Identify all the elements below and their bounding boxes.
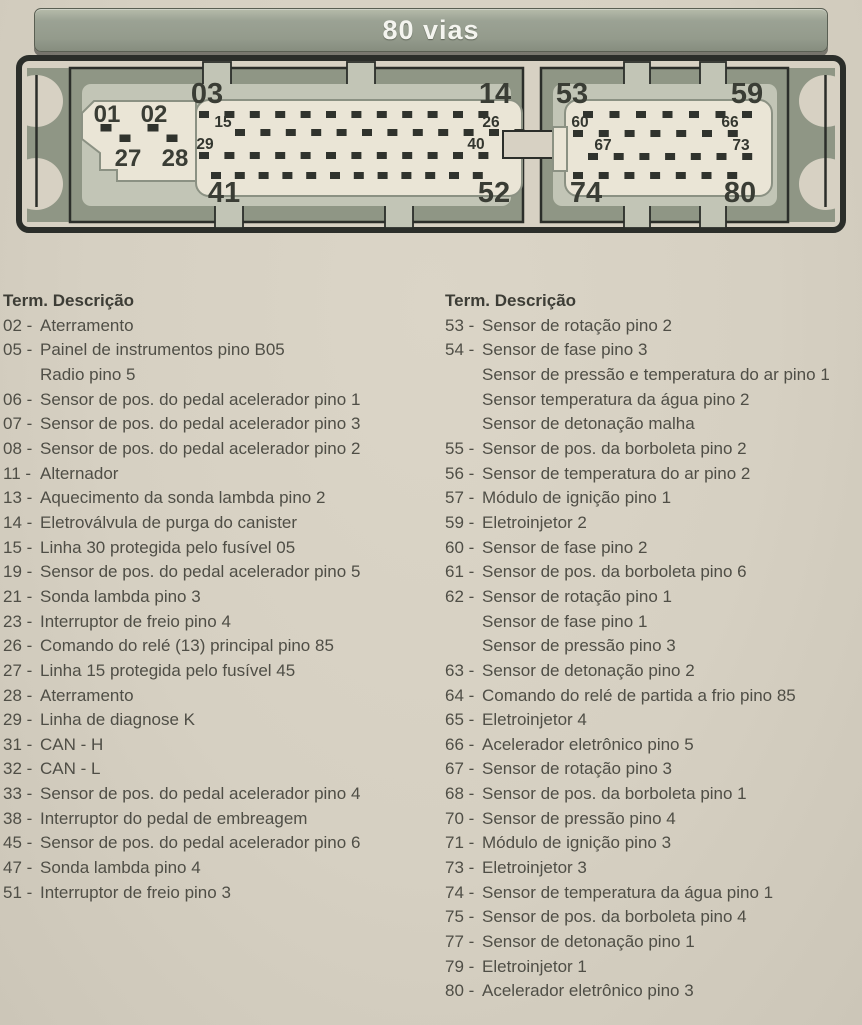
pin — [413, 129, 423, 136]
term-row — [3, 338, 445, 363]
term-description: CAN - L — [40, 759, 101, 779]
term-number: 61 - — [445, 562, 475, 582]
term-number: 53 - — [445, 315, 475, 335]
term-number: 71 - — [445, 833, 475, 853]
term-row — [445, 314, 859, 339]
pin — [717, 153, 727, 160]
pin — [337, 129, 347, 136]
term-row — [3, 634, 445, 659]
term-row-continuation — [3, 363, 445, 388]
pin — [354, 172, 364, 179]
pin — [235, 129, 245, 136]
term-description: Sensor de temperatura da água pino 1 — [482, 882, 774, 902]
term-number: 75 - — [445, 907, 475, 927]
pin — [402, 152, 412, 159]
pin — [260, 129, 270, 136]
pin-label-27: 27 — [114, 145, 142, 172]
term-number: 45 - — [3, 833, 33, 853]
pin — [636, 111, 646, 118]
term-number: 57 - — [445, 488, 475, 508]
term-description: Sensor de rotação pino 3 — [482, 759, 672, 779]
term-description: Acelerador eletrônico pino 5 — [482, 734, 694, 754]
pin-label-28: 28 — [161, 145, 189, 172]
pin — [663, 111, 673, 118]
term-number: 56 - — [445, 463, 475, 483]
pin-label-01: 01 — [93, 101, 121, 128]
pin-label-40: 40 — [467, 136, 485, 153]
pin — [120, 135, 131, 143]
pin — [428, 152, 438, 159]
term-row — [3, 708, 445, 733]
term-description: Acelerador eletrônico pino 3 — [482, 981, 694, 1001]
term-number: 08 - — [3, 438, 33, 458]
term-number: 06 - — [3, 389, 33, 409]
pin — [428, 111, 438, 118]
pin — [250, 152, 260, 159]
term-description: Sensor de detonação pino 1 — [482, 932, 695, 952]
term-row — [3, 437, 445, 462]
pin — [362, 129, 372, 136]
term-row-continuation — [445, 610, 859, 635]
pin — [330, 172, 340, 179]
pin — [624, 172, 634, 179]
term-number: 54 - — [445, 340, 475, 360]
pin — [676, 130, 686, 137]
terminal-column-left — [3, 289, 445, 1004]
latch-slot — [553, 127, 567, 171]
pin — [676, 172, 686, 179]
term-row — [3, 831, 445, 856]
pin — [614, 153, 624, 160]
term-description: Sensor de pos. do pedal acelerador pino 2 — [40, 438, 361, 458]
pin-label-80: 80 — [723, 177, 757, 209]
term-number: 14 - — [3, 512, 33, 532]
term-number: 38 - — [3, 808, 33, 828]
term-row — [445, 807, 859, 832]
term-description: Sensor de fase pino 1 — [482, 611, 648, 631]
pin — [286, 129, 296, 136]
pin-label-59: 59 — [730, 78, 764, 110]
term-number: 70 - — [445, 808, 475, 828]
term-number: 74 - — [445, 882, 475, 902]
pin — [301, 152, 311, 159]
term-row-continuation — [445, 363, 859, 388]
pin — [639, 153, 649, 160]
pin — [351, 111, 361, 118]
pin — [326, 111, 336, 118]
pin — [691, 153, 701, 160]
term-number: 79 - — [445, 956, 475, 976]
term-description: Linha 30 protegida pelo fusível 05 — [40, 537, 296, 557]
pin — [425, 172, 435, 179]
pin — [650, 130, 660, 137]
term-row — [445, 955, 859, 980]
term-number: 66 - — [445, 734, 475, 754]
pin — [167, 135, 178, 143]
term-number: 19 - — [3, 562, 33, 582]
term-row — [3, 684, 445, 709]
term-description: Sensor de fase pino 2 — [482, 537, 648, 557]
term-number: 13 - — [3, 488, 33, 508]
pin — [351, 152, 361, 159]
term-description: Sensor de pos. da borboleta pino 1 — [482, 784, 747, 804]
column-header: Term. Descrição — [3, 291, 135, 310]
term-number: 59 - — [445, 512, 475, 532]
term-description: Sensor de pressão e temperatura do ar pino 1 — [482, 364, 830, 384]
term-description: Sensor temperatura da água pino 2 — [482, 389, 750, 409]
term-row — [3, 536, 445, 561]
pin — [387, 129, 397, 136]
pin — [573, 130, 583, 137]
term-description: Sensor de pos. do pedal acelerador pino 1 — [40, 389, 361, 409]
pin — [449, 172, 459, 179]
term-description: Interruptor de freio pino 4 — [40, 611, 231, 631]
term-description: Painel de instrumentos pino B05 — [40, 340, 285, 360]
term-description: Sensor de pos. da borboleta pino 4 — [482, 907, 747, 927]
pin-label-73: 73 — [732, 137, 750, 154]
term-description: Sensor de pressão pino 4 — [482, 808, 676, 828]
term-description: Comando do relé (13) principal pino 85 — [40, 636, 334, 656]
term-description: Módulo de ignição pino 3 — [482, 833, 672, 853]
connector-module-right — [541, 62, 788, 228]
term-row — [3, 733, 445, 758]
term-row — [445, 511, 859, 536]
term-description: Módulo de ignição pino 1 — [482, 488, 672, 508]
pin — [464, 129, 474, 136]
pin-label-14: 14 — [478, 78, 512, 110]
term-number: 33 - — [3, 784, 33, 804]
term-description: Sensor de pos. do pedal acelerador pino 4 — [40, 784, 361, 804]
term-row — [3, 807, 445, 832]
term-description: Sonda lambda pino 4 — [40, 858, 201, 878]
pin-label-15: 15 — [214, 114, 232, 131]
term-row — [445, 684, 859, 709]
connector-module-left — [70, 62, 524, 228]
term-number: 32 - — [3, 759, 33, 779]
term-row — [445, 782, 859, 807]
term-description: Interruptor do pedal de embreagem — [40, 808, 308, 828]
term-row — [3, 412, 445, 437]
pin — [275, 111, 285, 118]
pin — [689, 111, 699, 118]
term-number: 80 - — [445, 981, 475, 1001]
pin-label-60: 60 — [571, 114, 589, 131]
term-description: Sensor de pos. do pedal acelerador pino 3 — [40, 414, 361, 434]
pin — [311, 129, 321, 136]
pin — [438, 129, 448, 136]
pin — [378, 172, 388, 179]
term-description: Sensor de rotação pino 2 — [482, 315, 672, 335]
term-row — [3, 388, 445, 413]
term-row — [445, 979, 859, 1004]
term-row — [445, 659, 859, 684]
pin — [199, 111, 209, 118]
term-number: 55 - — [445, 438, 475, 458]
pin — [610, 111, 620, 118]
term-number: 65 - — [445, 710, 475, 730]
term-row — [3, 610, 445, 635]
pin — [282, 172, 292, 179]
pin-label-66: 66 — [721, 114, 739, 131]
term-number: 11 - — [3, 463, 32, 483]
term-row — [445, 536, 859, 561]
pin — [401, 172, 411, 179]
term-row — [445, 338, 859, 363]
pin-label-26: 26 — [482, 114, 500, 131]
term-number: 47 - — [3, 858, 33, 878]
term-row — [445, 831, 859, 856]
pin-label-02: 02 — [140, 101, 168, 128]
pin-label-03: 03 — [190, 78, 224, 110]
term-description: Sensor de detonação malha — [482, 414, 695, 434]
pin-label-53: 53 — [555, 78, 589, 110]
pin — [199, 152, 209, 159]
term-row — [3, 462, 445, 487]
term-row — [445, 757, 859, 782]
term-row — [3, 486, 445, 511]
term-description: Radio pino 5 — [40, 364, 136, 384]
terminal-descriptions — [3, 289, 859, 1004]
term-description: Alternador — [40, 463, 119, 483]
term-row — [3, 881, 445, 906]
pin — [453, 111, 463, 118]
pin — [742, 111, 752, 118]
pin — [702, 130, 712, 137]
pin — [259, 172, 269, 179]
pin-label-29: 29 — [196, 136, 214, 153]
term-description: Sensor de pos. da borboleta pino 6 — [482, 562, 747, 582]
term-number: 64 - — [445, 685, 475, 705]
term-description: Eletroinjetor 2 — [482, 512, 587, 532]
pin — [742, 153, 752, 160]
term-row — [445, 905, 859, 930]
term-row — [445, 881, 859, 906]
term-description: Eletroválvula de purga do canister — [40, 512, 298, 532]
term-row — [445, 486, 859, 511]
term-number: 31 - — [3, 734, 33, 754]
term-number: 62 - — [445, 586, 475, 606]
term-description: Aterramento — [40, 685, 134, 705]
term-row — [445, 856, 859, 881]
term-description: CAN - H — [40, 734, 104, 754]
term-number: 63 - — [445, 660, 475, 680]
term-row-continuation — [445, 412, 859, 437]
term-description: Eletroinjetor 3 — [482, 858, 587, 878]
connector-diagram — [0, 0, 862, 245]
term-row — [445, 560, 859, 585]
pin-label-67: 67 — [594, 137, 612, 154]
term-number: 21 - — [3, 586, 33, 606]
term-number: 68 - — [445, 784, 475, 804]
term-row-continuation — [445, 634, 859, 659]
term-row — [3, 782, 445, 807]
term-description: Linha 15 protegida pelo fusível 45 — [40, 660, 296, 680]
term-row-continuation — [445, 388, 859, 413]
term-row — [3, 560, 445, 585]
term-row — [3, 659, 445, 684]
pin — [301, 111, 311, 118]
term-number: 23 - — [3, 611, 33, 631]
term-description: Sonda lambda pino 3 — [40, 586, 201, 606]
pin — [224, 152, 234, 159]
term-row — [445, 462, 859, 487]
pin — [402, 111, 412, 118]
term-description: Sensor de fase pino 3 — [482, 340, 648, 360]
pin-label-74: 74 — [569, 177, 603, 209]
term-number: 07 - — [3, 414, 33, 434]
term-number: 15 - — [3, 537, 33, 557]
pin — [306, 172, 316, 179]
term-number: 28 - — [3, 685, 33, 705]
term-description: Linha de diagnose K — [40, 710, 196, 730]
pin — [625, 130, 635, 137]
pin — [588, 153, 598, 160]
pin — [650, 172, 660, 179]
term-description: Sensor de pos. da borboleta pino 2 — [482, 438, 747, 458]
pin-label-41: 41 — [207, 177, 241, 209]
term-description: Sensor de rotação pino 1 — [482, 586, 672, 606]
pin — [665, 153, 675, 160]
term-number: 51 - — [3, 882, 33, 902]
pin — [377, 152, 387, 159]
pin — [250, 111, 260, 118]
term-description: Eletroinjetor 4 — [482, 710, 587, 730]
term-description: Sensor de pressão pino 3 — [482, 636, 676, 656]
term-row — [3, 856, 445, 881]
pin — [702, 172, 712, 179]
pin — [275, 152, 285, 159]
term-row — [3, 585, 445, 610]
column-header: Term. Descrição — [445, 291, 577, 310]
term-description: Comando do relé de partida a frio pino 85 — [482, 685, 796, 705]
term-row — [445, 930, 859, 955]
term-description: Interruptor de freio pino 3 — [40, 882, 231, 902]
term-description: Aquecimento da sonda lambda pino 2 — [40, 488, 326, 508]
term-number: 77 - — [445, 932, 475, 952]
term-description: Sensor de pos. do pedal acelerador pino 6 — [40, 833, 361, 853]
term-row — [445, 733, 859, 758]
term-row — [3, 314, 445, 339]
pin — [728, 130, 738, 137]
term-row — [445, 585, 859, 610]
term-row — [445, 437, 859, 462]
pin — [478, 152, 488, 159]
term-number: 67 - — [445, 759, 475, 779]
term-description: Aterramento — [40, 315, 134, 335]
term-row — [445, 708, 859, 733]
page-title: 80 vias — [382, 14, 480, 45]
term-description: Eletroinjetor 1 — [482, 956, 587, 976]
term-description: Sensor de temperatura do ar pino 2 — [482, 463, 751, 483]
term-description: Sensor de detonação pino 2 — [482, 660, 695, 680]
term-row — [3, 757, 445, 782]
term-description: Sensor de pos. do pedal acelerador pino 5 — [40, 562, 361, 582]
term-number: 29 - — [3, 710, 33, 730]
term-number: 73 - — [445, 858, 475, 878]
pin-label-52: 52 — [477, 177, 511, 209]
term-number: 05 - — [3, 340, 33, 360]
terminal-column-right — [445, 289, 859, 1004]
term-number: 27 - — [3, 660, 33, 680]
pin — [377, 111, 387, 118]
term-row — [3, 511, 445, 536]
pin — [453, 152, 463, 159]
term-number: 60 - — [445, 537, 475, 557]
pin — [326, 152, 336, 159]
term-number: 02 - — [3, 315, 33, 335]
pin — [599, 130, 609, 137]
term-number: 26 - — [3, 636, 33, 656]
